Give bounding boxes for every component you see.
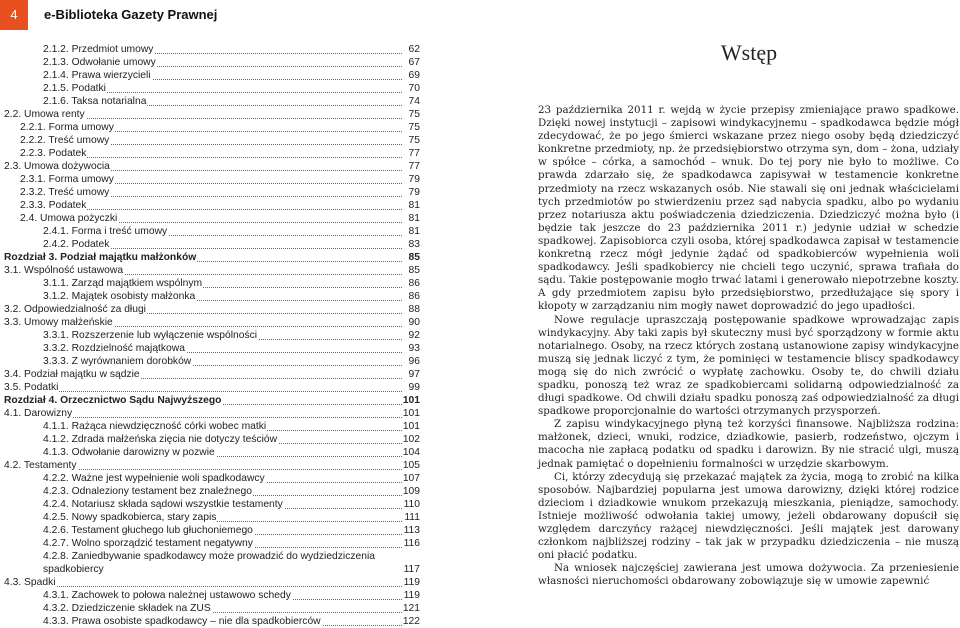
toc-entry-page: 81: [408, 200, 420, 211]
toc-entry-label: 2.2. Umowa renty: [4, 109, 85, 120]
toc-entry-page: 81: [408, 213, 420, 224]
toc-entry-label: 2.4.1. Forma i treść umowy: [43, 226, 168, 237]
toc-entry-label: 4.2.8. Zaniedbywanie spadkodawcy może prowadzić do wydziedziczenia spadkobiercy: [43, 550, 424, 576]
toc-entry-page: 90: [408, 317, 420, 328]
toc-entry-page: 104: [402, 447, 420, 458]
toc-entry-page: 79: [408, 174, 420, 185]
toc-entry-page: 111: [404, 512, 420, 523]
toc-entry-label: 3.5. Podatki: [4, 382, 59, 393]
section-title: Wstęp: [720, 40, 778, 65]
toc-entry-page: 117: [403, 564, 420, 575]
toc-entry-page: 81: [408, 226, 420, 237]
toc-entry-page: 74: [408, 96, 420, 107]
toc-entry-label: 3.1. Wspólność ustawowa: [4, 265, 124, 276]
toc-entry-page: 62: [408, 44, 420, 55]
toc-entry-page: 102: [402, 434, 420, 445]
toc-entry-label: 4.1.3. Odwołanie darowizny w pozwie: [43, 447, 215, 458]
toc-entry-label: 4.2. Testamenty: [4, 460, 77, 471]
toc-entry-label: 4.3.3. Prawa osobiste spadkodawcy – nie dla spadkobierców: [43, 616, 321, 627]
toc-entry-label: 4.1. Darowizny: [4, 408, 73, 419]
toc-entry-label: 4.2.5. Nowy spadkobierca, stary zapis: [43, 512, 217, 523]
toc-entry-page: 116: [403, 538, 420, 549]
section-body: [538, 104, 959, 588]
toc-entry-label: 2.1.3. Odwołanie umowy: [43, 57, 156, 68]
toc-entry-page: 85: [408, 252, 420, 263]
toc-entry-page: 83: [408, 239, 420, 250]
toc-entry-label: 2.3.3. Podatek: [20, 200, 87, 211]
toc-entry-label: 3.3.3. Z wyrównaniem dorobków: [43, 356, 192, 367]
paragraph: 23 października 2011 r. wejdą w życie przepisy zmieniające prawo spadkowe. Dzięki nowej instytucji – zapisowi windykacyjnemu – spadkodawca będzie mógł zdecydować, że po jego śmierci wskazane przez niego osoby będą dziedziczyć konkretne przedmioty, np. że przedsiębiorstwo otrzyma syn, dom – żona, udziały w spółce – córka, a samochód – wnuk. Do tej pory nie było to możliwe. Co prawda zdarzało się, że spadkodawca zapisywał w testamencie konkretne przedmioty na rzecz wskazanych osób. Nie stawali się oni jednak właścicielami tych przedmiotów po stwierdzeniu przez sąd nabycia spadku, albo po wydaniu przez notariusza aktu poświadczenia dziedziczenia. Dziedziczyć można było (i będzie tak jeszcze do 23 października 2011 r.) jedynie udział w schedzie spadkowej. Zapisobiorca czyli osoba, której spadkodawca zapisał w testamencie konkretną rzecz mógł jedynie żądać od spadkobierców wypełnienia woli spadkodawcy. Jeśli spadkobiercy nie chcieli tego uczynić, sprawa trafiała do sądu. Takie postępowanie mogło trwać latami i generowało niepotrzebne koszty. A gdy przedmiotem zapisu było przedsiębiorstwo, przedłużające się spory i kłopoty w zarządzaniu nim mogły nawet doprowadzić do jego upadłości.: [538, 104, 959, 313]
toc-entry-label: 2.2.3. Podatek: [20, 148, 87, 159]
paragraph: Nowe regulacje upraszczają postępowanie spadkowe wprowadzając zapis windykacyjny. Aby taki zapis był skuteczny musi być sporządzony w formie aktu notarialnego. Osoby, na rzecz których zostaną ustanowione zapisy windykacyjne muszą się jednak liczyć z tym, że pominięci w testamencie bliscy spadkodawcy mogą się do nich zwrócić o wypłatę zachowku. Osoby te, do chwili działu spadku, ponoszą też wraz ze spadkobiercami solidarną odpowiedzialność za długi spadkowe. Od chwili działu spadku ponoszą zaś odpowiedzialność za długi spadkowe proporcjonalnie do wartości otrzymanych przysporzeń.: [538, 313, 959, 418]
toc-entry-page: 107: [402, 473, 420, 484]
toc-entry-page: 105: [402, 460, 420, 471]
toc-entry[interactable]: [0, 537, 424, 550]
toc-entry-page: 67: [408, 57, 420, 68]
toc-entry-label: 2.3. Umowa dożywocia: [4, 161, 110, 172]
toc-entry-label: 4.1.2. Zdrada małżeńska zięcia nie dotyczy teściów: [43, 434, 278, 445]
toc-entry-page: 75: [408, 109, 420, 120]
toc-entry-label: 2.1.6. Taksa notarialna: [43, 96, 147, 107]
toc-entry-page: 86: [408, 291, 420, 302]
toc-entry-page: 69: [408, 70, 420, 81]
toc-leader-dots: [14, 573, 402, 587]
toc-entry-page: 121: [402, 603, 420, 614]
toc-entry[interactable]: [0, 615, 424, 628]
toc-entry-page: 119: [403, 590, 420, 601]
toc-entry-label: 2.2.2. Treść umowy: [20, 135, 110, 146]
toc-entry-page: 75: [408, 122, 420, 133]
toc-entry-label: 2.1.4. Prawa wierzycieli: [43, 70, 151, 81]
toc-entry-label: 2.1.2. Przedmiot umowy: [43, 44, 154, 55]
toc-entry-page: 99: [408, 382, 420, 393]
toc-entry-label: 3.3. Umowy małżeńskie: [4, 317, 113, 328]
toc-entry-label: 4.2.3. Odnaleziony testament bez znaleźnego: [43, 486, 252, 497]
toc-entry-label: 4.3.1. Zachowek to połowa należnej ustawowo schedy: [43, 590, 291, 601]
toc-entry-page: 101: [402, 395, 420, 406]
toc-entry-page: 96: [408, 356, 420, 367]
toc-entry-label: 4.3.2. Dziedziczenie składek na ZUS: [43, 603, 211, 614]
toc-leader-dots: [14, 378, 402, 392]
toc-entry-page: 85: [408, 265, 420, 276]
toc-entry-label: 4.3. Spadki: [4, 577, 56, 588]
toc-entry-label: Rozdział 4. Orzecznictwo Sądu Najwyższego: [4, 395, 222, 406]
toc-entry-page: 77: [408, 148, 420, 159]
toc-entry-page: 113: [403, 525, 420, 536]
paragraph: Ci, którzy zdecydują się przekazać majątek za życia, mogą to zrobić na kilka sposobów. Najbardziej popularna jest umowa darowizny, dzięki której rodzice dzieciom i dziadkowie wnukom przekazują mieszkania, pieniądze, samochody. Istnieje możliwość odwołania takiej umowy, jeżeli obdarowany dopuścił się względem darczyńcy rażącej niewdzięczności. Jeśli majątek jest darowany członkom najbliższej rodziny – tak jak w przypadku dziedziczenia – nie muszą oni płacić podatku.: [538, 470, 959, 562]
toc-entry-label: 2.2.1. Forma umowy: [20, 122, 114, 133]
toc-entry-label: 3.3.1. Rozszerzenie lub wyłączenie wspólności: [43, 330, 258, 341]
publication-title: e-Biblioteka Gazety Prawnej: [44, 7, 218, 22]
toc-entry-page: 77: [408, 161, 420, 172]
toc-entry-label: 4.1.1. Rażąca niewdzięczność córki wobec matki: [43, 421, 267, 432]
toc-entry-label: 3.4. Podział majątku w sądzie: [4, 369, 140, 380]
toc-entry-page: 101: [402, 421, 420, 432]
toc-entry-page: 93: [408, 343, 420, 354]
toc-entry-label: 4.2.2. Ważne jest wypełnienie woli spadkodawcy: [43, 473, 265, 484]
toc-entry-label: 4.2.6. Testament głuchego lub głuchoniemego: [43, 525, 253, 536]
toc-entry-page: 110: [403, 499, 420, 510]
toc-entry-page: 92: [408, 330, 420, 341]
toc-entry-label: 3.1.1. Zarząd majątkiem wspólnym: [43, 278, 203, 289]
toc-entry-label: 3.1.2. Majątek osobisty małżonka: [43, 291, 196, 302]
toc-entry-label: 2.1.5. Podatki: [43, 83, 106, 94]
toc-entry-page: 101: [402, 408, 420, 419]
toc-entry-label: 4.2.4. Notariusz składa sądowi wszystkie testamenty: [43, 499, 283, 510]
toc-entry-label: Rozdział 3. Podział majątku małżonków: [4, 252, 197, 263]
toc-entry-page: 109: [402, 486, 420, 497]
toc-entry-page: 119: [403, 577, 420, 588]
toc-entry-page: 75: [408, 135, 420, 146]
toc-entry-label: 2.3.2. Treść umowy: [20, 187, 110, 198]
toc-entry-page: 86: [408, 278, 420, 289]
toc-entry-page: 97: [408, 369, 420, 380]
toc-entry-page: 70: [408, 83, 420, 94]
paragraph: Na wniosek najczęściej zawierana jest umowa dożywocia. Za przeniesienie własności nieruchomości obdarowany zobowiązuje się w umowie zapewnić: [538, 562, 959, 588]
toc-entry-page: 122: [402, 616, 420, 627]
toc-entry-page: 79: [408, 187, 420, 198]
toc-entry-label: 2.4.2. Podatek: [43, 239, 110, 250]
toc-entry-label: 3.2. Odpowiedzialność za długi: [4, 304, 146, 315]
toc-entry-label: 3.3.2. Rozdzielność majątkowa: [43, 343, 185, 354]
page-number-badge: 4: [0, 0, 28, 30]
paragraph: Z zapisu windykacyjnego płyną też korzyści finansowe. Najbliższa rodzina: małżonek, dzieci, wnuki, rodzice, dziadkowie, pasierb, rodzeństwo, ojczym i macocha nie zapłacą podatku od spadku i darowizn. By nie stracić ulgi, muszą jednak pamiętać o dopełnieniu formalności w urzędzie skarbowym.: [538, 418, 959, 470]
toc-entry-label: 4.2.7. Wolno sporządzić testament negatywny: [43, 538, 253, 549]
toc-entry-page: 88: [408, 304, 420, 315]
toc-entry-label: 2.3.1. Forma umowy: [20, 174, 114, 185]
toc-entry-label: 2.4. Umowa pożyczki: [20, 213, 118, 224]
